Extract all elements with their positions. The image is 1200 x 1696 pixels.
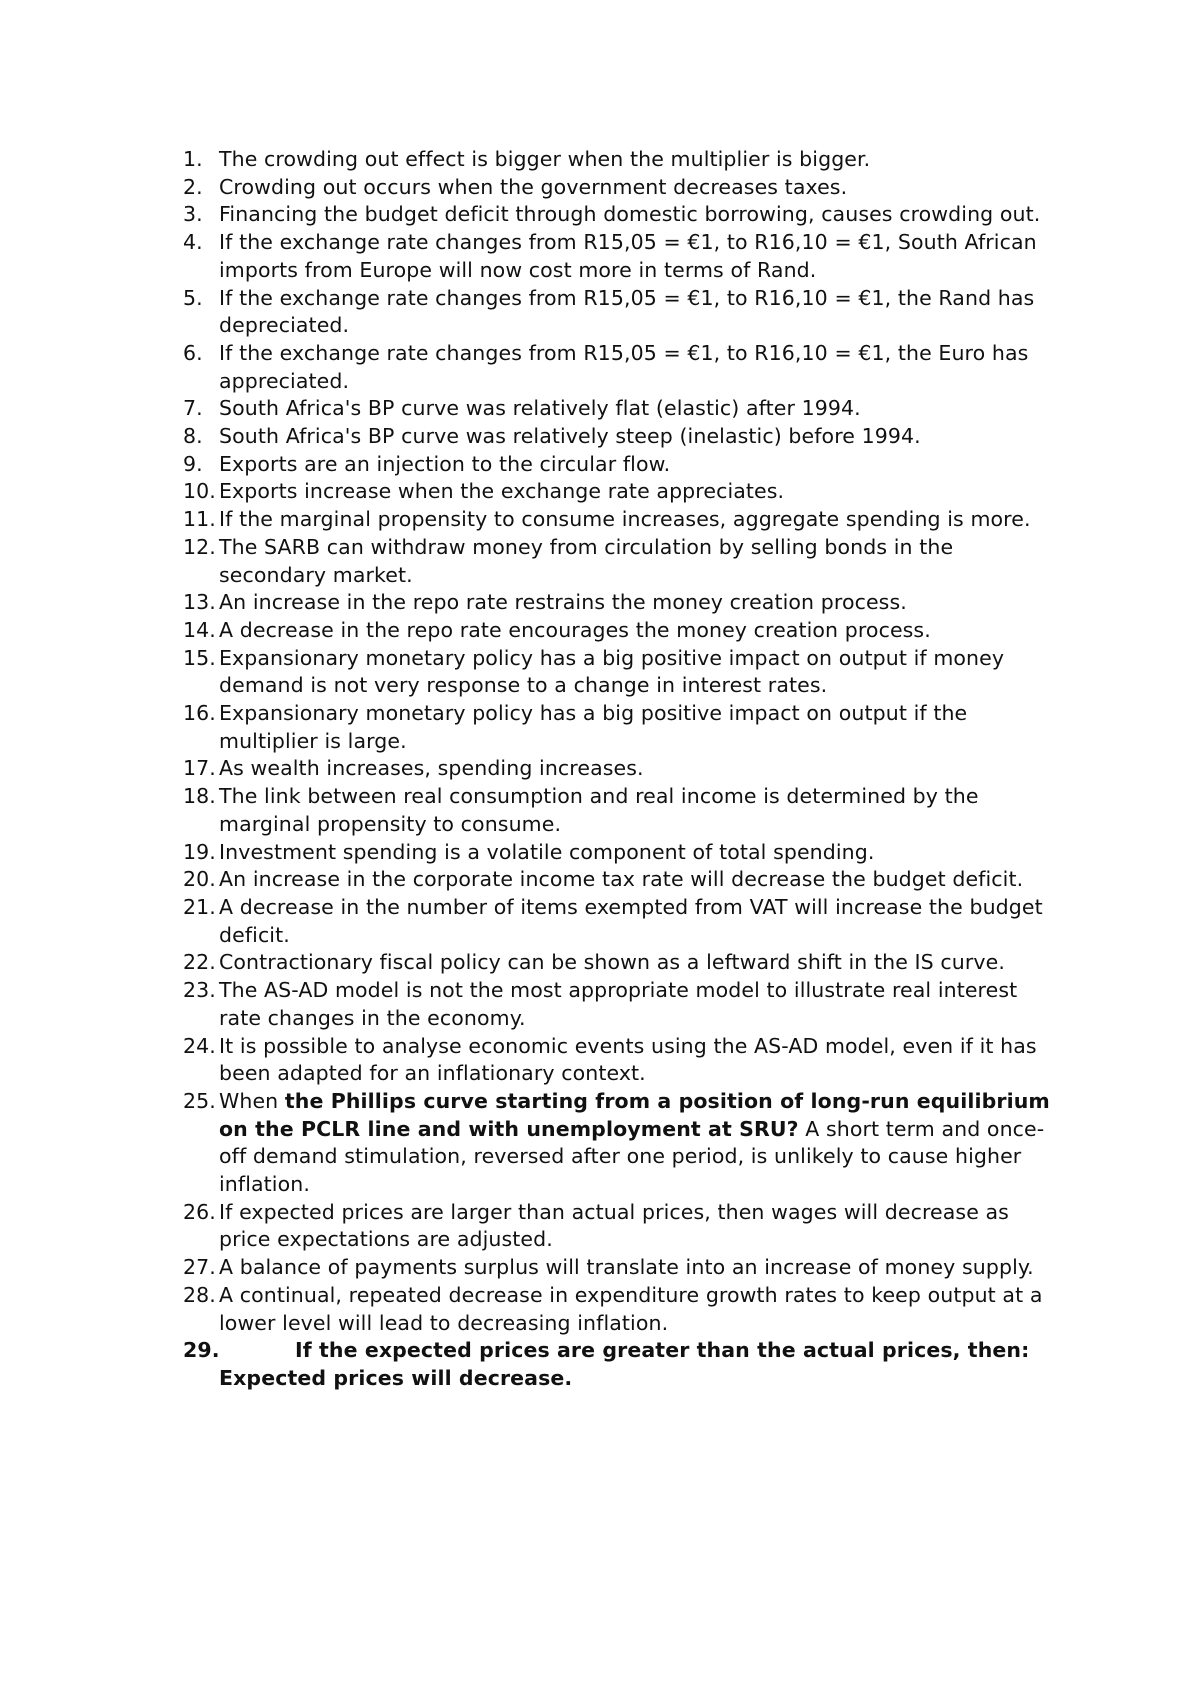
item-number: 2. [183,174,203,199]
item-text-segment: It is possible to analyse economic events using the AS-AD model, even if it has been adapted for an inflationary context. [219,1033,1037,1086]
list-item [183,866,1063,894]
item-text-segment: A continual, repeated decrease in expenditure growth rates to keep output at a lower level will lead to decreasing inflation. [219,1282,1043,1335]
list-item [183,1282,1063,1337]
item-number: 9. [183,451,203,476]
item-text-segment: If the exchange rate changes from R15,05 = €1, to R16,10 = €1, the Rand has depreciated. [219,285,1035,338]
item-number: 8. [183,424,203,449]
item-text [219,617,1063,645]
list-item [183,201,1063,229]
list-item [183,1088,1063,1199]
item-text [219,700,1063,755]
list-item [183,1254,1063,1282]
item-text [219,589,1063,617]
list-item [183,229,1063,284]
item-text [219,423,1063,451]
item-text [219,451,1063,479]
item-text [219,201,1063,229]
item-number: 28. [183,1282,216,1307]
list-item [183,146,1063,174]
item-text [219,506,1063,534]
item-text [219,340,1063,395]
item-number: 27. [183,1255,216,1280]
item-number: 5. [183,285,203,310]
item-text-segment: An increase in the corporate income tax rate will decrease the budget deficit. [219,867,1024,892]
list-item [183,1199,1063,1254]
item-text [219,977,1063,1032]
list-item [183,755,1063,783]
item-text-segment: As wealth increases, spending increases. [219,756,644,781]
list-item [183,977,1063,1032]
item-number: 16. [183,701,216,726]
list-item [183,478,1063,506]
item-text-segment: The SARB can withdraw money from circulation by selling bonds in the secondary market. [219,534,954,587]
item-text [219,229,1063,284]
item-text [219,395,1063,423]
item-text-segment: If expected prices are larger than actual prices, then wages will decrease as price expectations are adjusted. [219,1199,1009,1252]
item-text-segment: Expansionary monetary policy has a big positive impact on output if the multiplier is large. [219,701,968,753]
item-text-segment: South Africa's BP curve was relatively steep (inelastic) before 1994. [219,424,921,449]
statement-list [183,146,1063,1393]
item-number: 17. [183,756,216,781]
item-text [219,174,1063,202]
list-item [183,340,1063,395]
item-text [219,949,1063,977]
item-text-segment: A short term and once-off demand stimulation, reversed after one period, is unlikely to cause higher inflation. [219,1116,1045,1197]
item-number: 21. [183,894,216,919]
item-text [219,866,1063,894]
item-text [219,1033,1063,1088]
list-item [183,839,1063,867]
item-number: 14. [183,617,216,642]
item-number: 15. [183,645,216,670]
item-text-segment: Exports are an injection to the circular flow. [219,451,671,476]
list-item [183,894,1063,949]
item-number: 3. [183,202,203,227]
list-item [183,1337,1063,1392]
item-number: 11. [183,507,216,532]
item-text-segment: Investment spending is a volatile component of total spending. [219,839,875,864]
item-text-segment: South Africa's BP curve was relatively flat (elastic) after 1994. [219,396,861,421]
item-text [219,839,1063,867]
item-text [219,1337,1063,1392]
item-text [219,478,1063,506]
item-text-segment: A decrease in the number of items exempted from VAT will increase the budget deficit. [219,894,1043,947]
item-text-segment: Expansionary monetary policy has a big positive impact on output if money demand is not very response to a change in interest rates. [219,645,1005,698]
item-number: 7. [183,396,203,421]
item-text-segment: If the exchange rate changes from R15,05 = €1, to R16,10 = €1, South African imports from Europe will now cost more in terms of Rand. [219,230,1037,282]
item-number: 4. [183,230,203,255]
item-text [219,1088,1063,1199]
list-item [183,506,1063,534]
item-number: 12. [183,534,216,559]
item-number: 13. [183,590,216,615]
item-text-segment: If the exchange rate changes from R15,05 = €1, to R16,10 = €1, the Euro has appreciated. [219,340,1029,393]
item-text-segment: An increase in the repo rate restrains the money creation process. [219,590,907,615]
item-number: 23. [183,978,216,1003]
item-text-bold: the Phillips curve starting from a position of long-run equilibrium on the PCLR line and with unemployment at SRU? [219,1088,1050,1141]
list-item [183,423,1063,451]
list-item [183,534,1063,589]
item-number: 10. [183,479,216,504]
item-number: 1. [183,147,203,171]
item-text [219,755,1063,783]
item-number: 18. [183,784,216,809]
item-text-bold: If the expected prices are greater than the actual prices, then: Expected prices will decrease. [219,1338,1030,1390]
list-item [183,451,1063,479]
list-item [183,783,1063,838]
item-number: 29. [183,1338,220,1363]
item-number: 26. [183,1199,216,1224]
item-number: 19. [183,839,216,864]
list-item [183,589,1063,617]
item-text-segment: Contractionary fiscal policy can be shown as a leftward shift in the IS curve. [219,950,1005,975]
item-text [219,894,1063,949]
item-number: 22. [183,950,216,975]
item-text-segment: The link between real consumption and real income is determined by the marginal propensity to consume. [219,784,979,836]
item-number: 25. [183,1088,216,1113]
item-text-segment: The AS-AD model is not the most appropriate model to illustrate real interest rate changes in the economy. [219,978,1018,1030]
item-text [219,146,1063,174]
list-item [183,1033,1063,1088]
item-text-segment: Crowding out occurs when the government decreases taxes. [219,174,848,199]
item-number: 24. [183,1033,216,1058]
item-text [219,645,1063,700]
item-text [219,1282,1063,1337]
list-item [183,174,1063,202]
item-text-segment: Exports increase when the exchange rate appreciates. [219,479,785,504]
list-item [183,700,1063,755]
item-text [219,783,1063,838]
list-item [183,949,1063,977]
item-text [219,1254,1063,1282]
item-text-segment: When [219,1088,285,1113]
item-text-segment: The crowding out effect is bigger when the multiplier is bigger. [219,147,871,171]
item-text [219,285,1063,340]
item-text [219,1199,1063,1254]
item-number: 20. [183,867,216,892]
list-item [183,395,1063,423]
item-number: 6. [183,340,203,365]
item-text [219,534,1063,589]
list-item [183,645,1063,700]
item-text-segment: A decrease in the repo rate encourages the money creation process. [219,617,931,642]
item-text-segment: If the marginal propensity to consume increases, aggregate spending is more. [219,507,1031,532]
list-item [183,617,1063,645]
list-item [183,285,1063,340]
item-text-segment: A balance of payments surplus will translate into an increase of money supply. [219,1255,1034,1280]
item-text-segment: Financing the budget deficit through domestic borrowing, causes crowding out. [219,202,1041,227]
